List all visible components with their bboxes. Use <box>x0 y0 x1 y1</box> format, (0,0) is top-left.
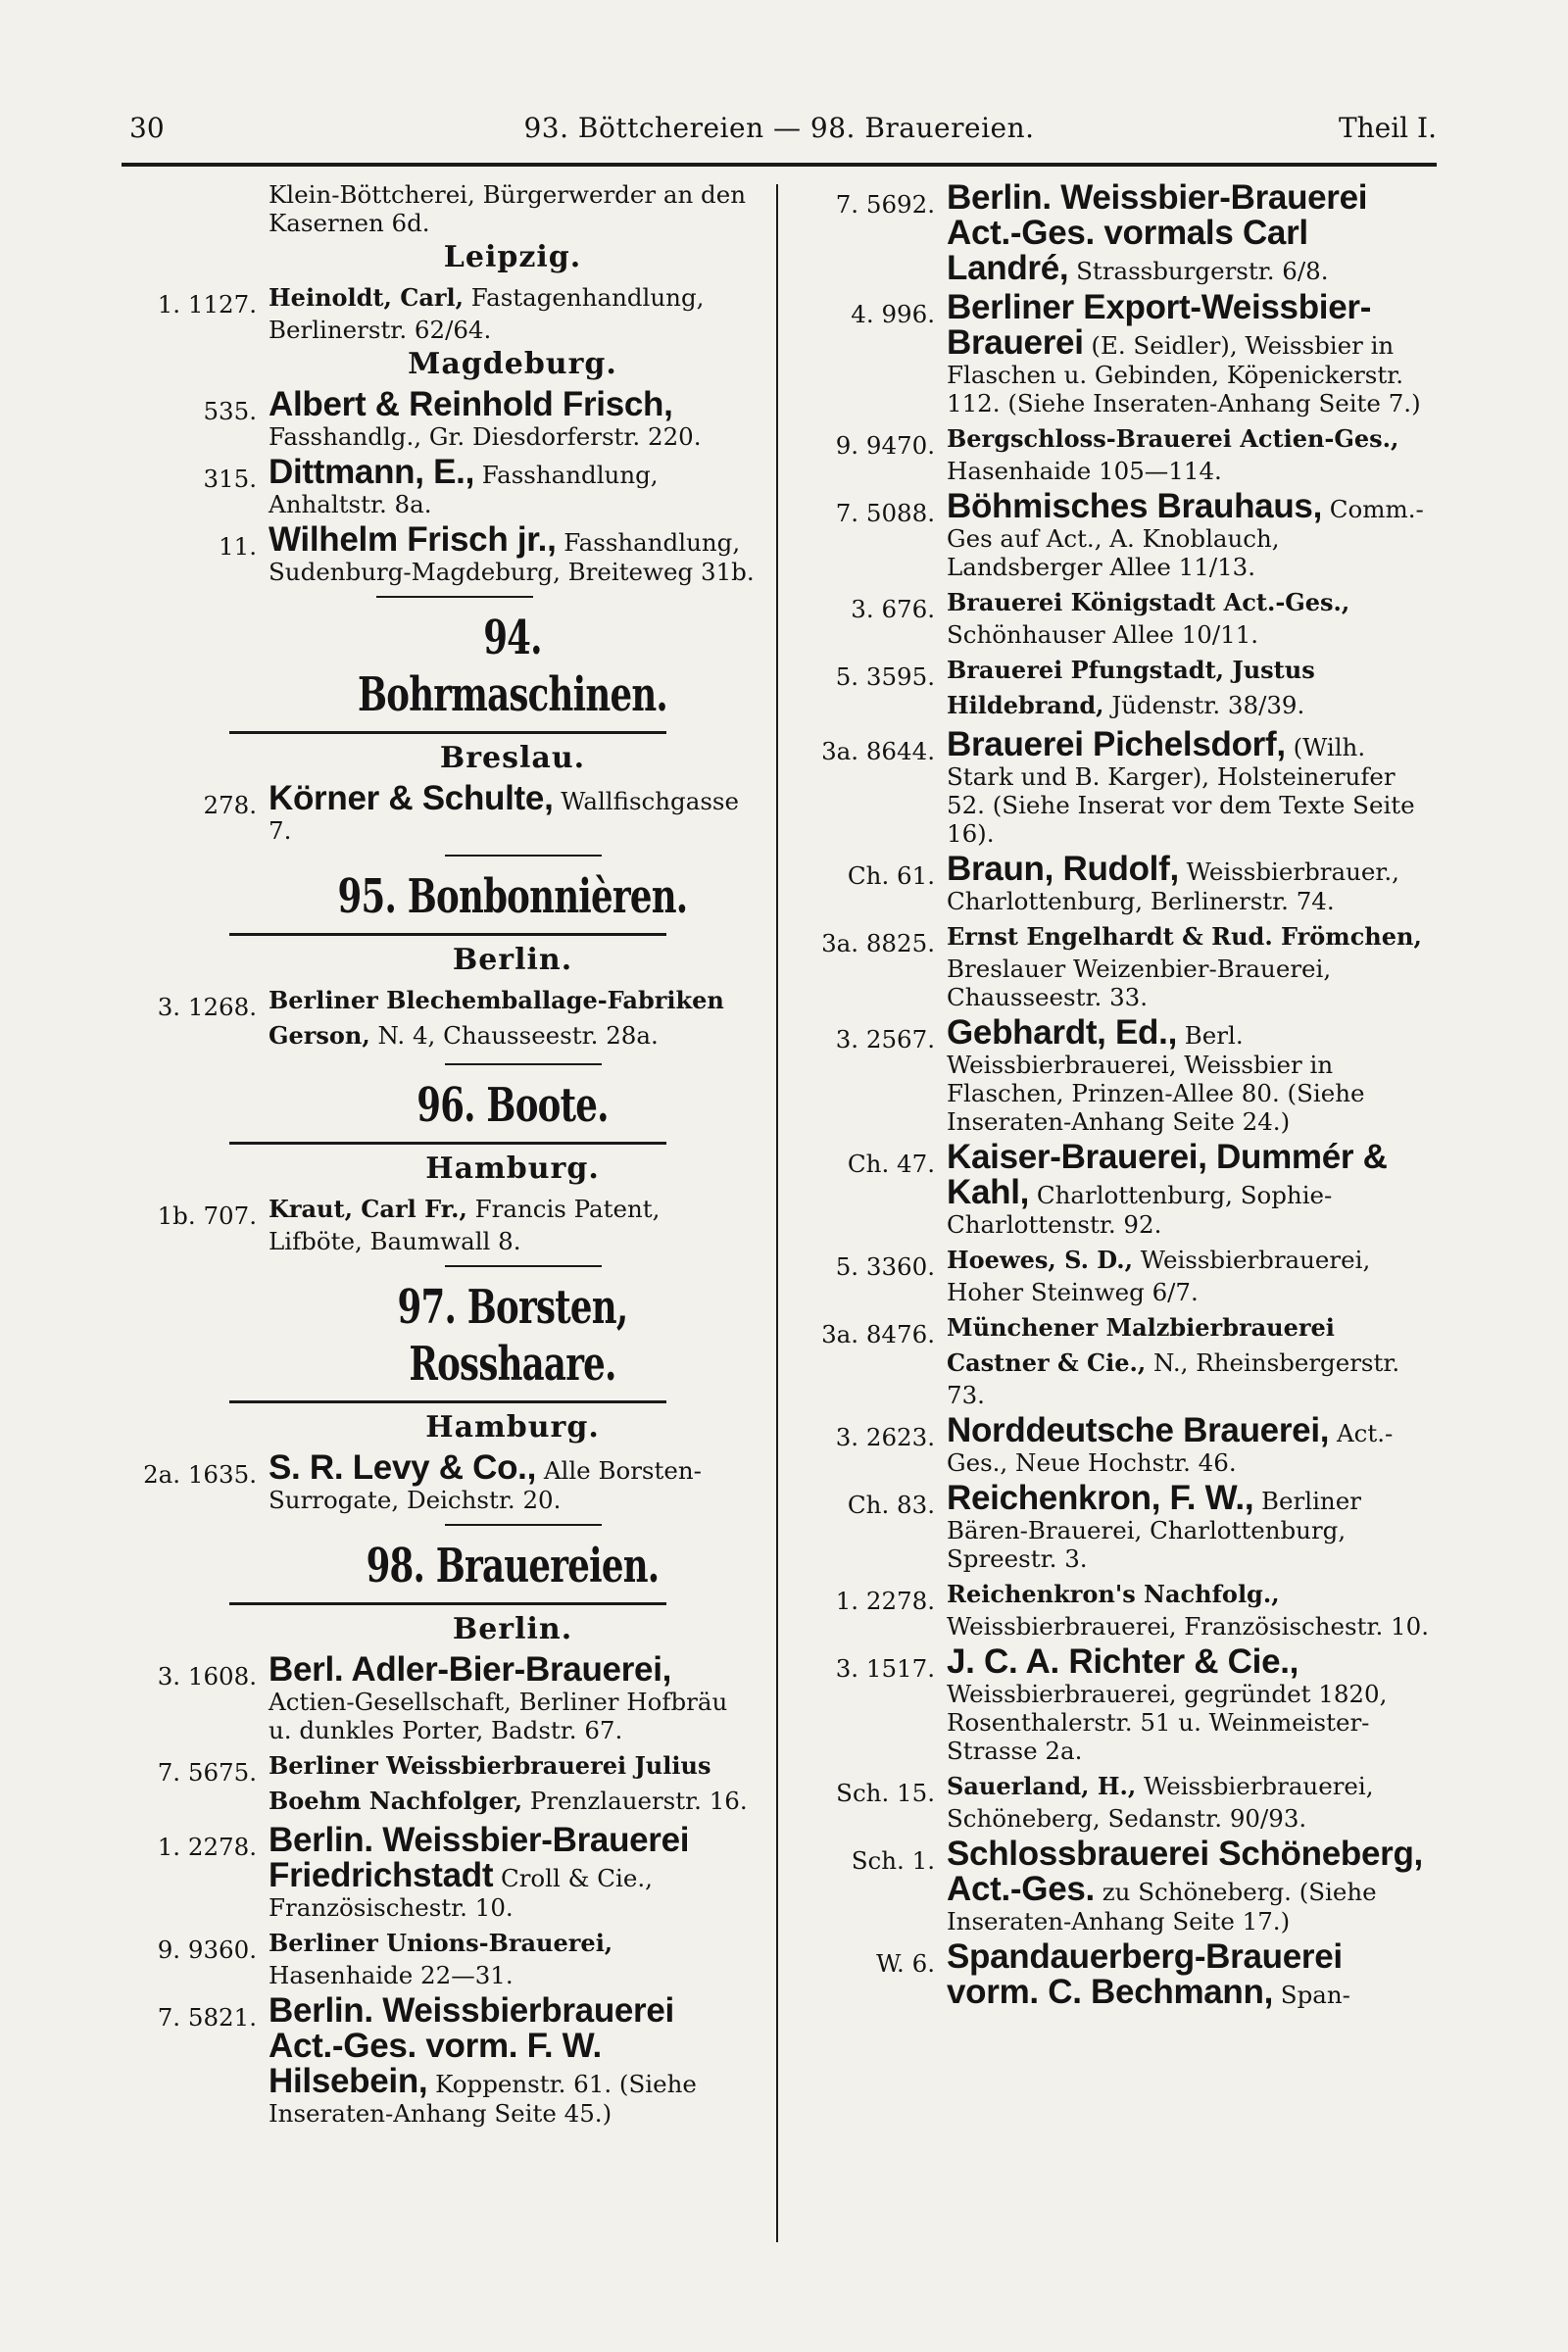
columns <box>122 180 1437 2242</box>
entry-name: J. C. A. Richter & Cie., <box>947 1642 1299 1681</box>
entry-ref: 535. <box>203 397 257 425</box>
right-entry-list <box>800 180 1433 2010</box>
entry-name: Kaiser-Brauerei, Dummér & Kahl, <box>947 1138 1388 1211</box>
city-heading-breslau: Breslau. <box>439 741 586 775</box>
entry-desc: Prenzlauerstr. 16. <box>522 1787 748 1815</box>
entry-desc: Actien-Gesellschaft, Berliner Hofbräu u. dunkles Porter, Badstr. 67. <box>269 1688 728 1744</box>
entry-ref: 1. 1127. <box>157 290 257 318</box>
entry-desc: Alle Borsten-Surrogate, Deichstr. 20. <box>269 1456 702 1514</box>
entry-ref: 7. 5821. <box>157 2003 257 2032</box>
section-rule <box>229 933 666 936</box>
left-column <box>122 180 776 2242</box>
list-item <box>800 180 1433 286</box>
entry-ref: 278. <box>203 791 257 819</box>
entry-name: Berliner Export-Weissbier-Brauerei <box>947 288 1372 362</box>
entry-name: Gebhardt, Ed., <box>947 1013 1177 1052</box>
entry-ref: 2a. 1635. <box>143 1460 257 1489</box>
entry-name: Kraut, Carl Fr., <box>269 1195 467 1223</box>
list-item <box>800 1769 1433 1833</box>
entry-desc: Schönhauser Allee 10/11. <box>947 620 1259 649</box>
list-item <box>800 1939 1433 2010</box>
entry-desc: Act.-Ges., Neue Hochstr. 46. <box>947 1419 1394 1477</box>
entry-name: Berlin. Weissbier-Brauerei Friedrichstadt <box>269 1821 690 1894</box>
entry-desc: Fastagenhandlung, Berlinerstr. 62/64. <box>269 283 705 344</box>
entry-name: Körner & Schulte, <box>269 779 554 817</box>
entry-ref: 3a. 8644. <box>821 737 935 765</box>
entry-desc: Francis Patent, Lifböte, Baumwall 8. <box>269 1195 661 1255</box>
list-item <box>800 585 1433 649</box>
entry-ref: 3. 1517. <box>835 1654 935 1683</box>
entry-desc: Strassburgerstr. 6/8. <box>1068 257 1329 285</box>
entry-desc: Weissbierbrauer., Charlottenburg, Berlinerstr. 74. <box>947 858 1399 915</box>
list-item <box>800 727 1433 848</box>
section-rule <box>229 1142 666 1145</box>
list-item <box>122 1748 757 1819</box>
list-item <box>800 1243 1433 1306</box>
entry-ref: 3. 2623. <box>835 1423 935 1451</box>
page-header <box>122 106 1437 157</box>
list-item <box>122 1823 757 1922</box>
city-heading-berlin: Berlin. <box>452 943 573 977</box>
entry-ref: 1. 2278. <box>157 1833 257 1861</box>
entry-name: Albert & Reinhold Frisch, <box>269 385 673 423</box>
entry-ref: 5. 3360. <box>835 1252 935 1281</box>
section-rule <box>229 1602 666 1605</box>
entry-name: Berlin. Weissbier-Brauerei Act.-Ges. vormals Carl Landré, <box>947 178 1368 287</box>
list-item <box>800 290 1433 417</box>
entry-name: Brauerei Königstadt Act.-Ges., <box>947 588 1350 616</box>
list-item <box>800 1644 1433 1765</box>
entry-ref: 7. 5088. <box>835 499 935 527</box>
section-title-97: 97. Borsten, Rosshaare. <box>397 1280 628 1392</box>
list-item <box>122 455 757 518</box>
entry-ref: 1b. 707. <box>157 1201 257 1230</box>
entry-desc: N., Rheinsbergerstr. 73. <box>947 1348 1400 1409</box>
entry-desc: zu Schöneberg. (Siehe Inseraten-Anhang Seite 17.) <box>947 1878 1377 1936</box>
list-item <box>800 1837 1433 1936</box>
divider <box>376 596 533 598</box>
entry-ref: 7. 5692. <box>835 190 935 219</box>
section-rule <box>229 1400 666 1403</box>
entry-ref: 9. 9470. <box>835 431 935 460</box>
entry-ref: 3a. 8825. <box>821 929 935 957</box>
list-item <box>122 387 757 451</box>
entry-name: Dittmann, E., <box>269 453 474 491</box>
list-item <box>122 1926 757 1989</box>
entry-name: Berlin. Weissbierbrauerei Act.-Ges. vorm. F. W. Hilsebein, <box>269 1991 674 2100</box>
entry-desc: Wallfischgasse 7. <box>269 787 739 845</box>
intro-entry <box>122 180 757 237</box>
entry-name: Heinoldt, Carl, <box>269 283 464 312</box>
entry-ref: 4. 996. <box>851 300 935 328</box>
divider <box>445 855 602 857</box>
entry-ref: Sch. 15. <box>836 1779 935 1807</box>
list-item <box>122 781 757 845</box>
section-title-98: 98. Brauereien. <box>366 1539 660 1593</box>
list-item <box>800 919 1433 1011</box>
list-item <box>800 1310 1433 1409</box>
entry-ref: 3. 1608. <box>157 1662 257 1690</box>
list-item <box>800 489 1433 581</box>
list-item <box>122 983 757 1054</box>
section-title-94: 94. Bohrmaschinen. <box>357 611 668 722</box>
entry-ref: 3. 1268. <box>157 993 257 1021</box>
entry-ref: 1. 2278. <box>835 1587 935 1615</box>
entry-desc: Fasshandlung, Anhaltstr. 8a. <box>269 461 659 518</box>
entry-name: Braun, Rudolf, <box>947 850 1179 888</box>
list-item <box>800 1481 1433 1573</box>
entry-desc: N. 4, Chausseestr. 28a. <box>369 1021 659 1050</box>
list-item <box>122 522 757 586</box>
entry-ref: Ch. 83. <box>847 1491 935 1519</box>
entry-name: Böhmisches Brauhaus, <box>947 487 1322 525</box>
entry-name: Berliner Unions-Brauerei, <box>269 1929 613 1957</box>
entry-name: Wilhelm Frisch jr., <box>269 520 557 559</box>
entry-desc: Breslauer Weizenbier-Brauerei, Chausseestr. 33. <box>947 955 1332 1011</box>
entry-name: Ernst Engelhardt & Rud. Frömchen, <box>947 922 1422 951</box>
entry-name: Norddeutsche Brauerei, <box>947 1411 1330 1449</box>
entry-desc: Berliner Bären-Brauerei, Charlottenburg, Spreestr. 3. <box>947 1487 1361 1573</box>
city-heading-hamburg: Hamburg. <box>425 1152 600 1186</box>
list-item <box>800 1413 1433 1477</box>
entry-desc: Jüdenstr. 38/39. <box>1103 691 1305 719</box>
entry-name: Brauerei Pichelsdorf, <box>947 725 1286 763</box>
entry-desc: Berl. Weissbierbrauerei, Weissbier in Flaschen, Prinzen-Allee 80. (Siehe Inseraten-Anhang Seite 24.) <box>947 1021 1365 1136</box>
section-title-95: 95. Bonbonnièren. <box>337 869 688 924</box>
entry-ref: 3a. 8476. <box>821 1320 935 1348</box>
divider <box>445 1265 602 1267</box>
list-item <box>122 1993 757 2128</box>
entry-name: Reichenkron, F. W., <box>947 1479 1254 1517</box>
header-rule <box>122 163 1437 167</box>
entry-name: Schlossbrauerei Schöneberg, Act.-Ges. <box>947 1835 1423 1908</box>
entry-name: Berliner Blechemballage-Fabriken Gerson, <box>269 986 724 1050</box>
section-title-96: 96. Boote. <box>416 1078 609 1133</box>
entry-ref: 5. 3595. <box>835 662 935 691</box>
entry-ref: 7. 5675. <box>157 1758 257 1787</box>
entry-name: Münchener Malzbierbrauerei Castner & Cie., <box>947 1313 1335 1377</box>
city-heading-hamburg: Hamburg. <box>425 1410 600 1445</box>
list-item <box>800 852 1433 915</box>
entry-ref: 9. 9360. <box>157 1936 257 1964</box>
entry-desc: Weissbierbrauerei, Französischestr. 10. <box>947 1612 1430 1641</box>
entry-ref: 315. <box>203 465 257 493</box>
entry-desc: Hasenhaide 105—114. <box>947 457 1222 485</box>
list-item <box>800 653 1433 723</box>
city-heading-berlin: Berlin. <box>452 1612 573 1646</box>
intro-text: Klein-Böttcherei, Bürgerwerder an den Kasernen 6d. <box>269 180 746 237</box>
entry-ref: 3. 676. <box>851 595 935 623</box>
entry-desc: Croll & Cie., Französischestr. 10. <box>269 1864 653 1922</box>
divider <box>445 1524 602 1526</box>
entry-ref: W. 6. <box>876 1949 935 1978</box>
page-number: 30 <box>129 112 165 144</box>
entry-desc: Comm.-Ges auf Act., A. Knoblauch, Landsberger Allee 11/13. <box>947 495 1424 581</box>
entry-desc: Weissbierbrauerei, Schöneberg, Sedanstr. 90/93. <box>947 1772 1374 1833</box>
entry-name: Bergschloss-Brauerei Actien-Ges., <box>947 424 1399 453</box>
entry-ref: Sch. 1. <box>851 1846 935 1875</box>
right-column <box>778 180 1433 2242</box>
city-heading-leipzig: Leipzig. <box>443 240 582 274</box>
entry-name: Sauerland, H., <box>947 1772 1137 1800</box>
list-item <box>800 1577 1433 1641</box>
entry-ref: 11. <box>219 532 257 561</box>
entry-desc: Weissbierbrauerei, Hoher Steinweg 6/7. <box>947 1246 1371 1306</box>
list-item <box>800 421 1433 485</box>
list-item <box>800 1015 1433 1136</box>
entry-name: Hoewes, S. D., <box>947 1246 1133 1274</box>
list-item <box>122 280 757 344</box>
list-item <box>800 1140 1433 1239</box>
entry-name: Reichenkron's Nachfolg., <box>947 1580 1280 1608</box>
section-rule <box>229 731 666 734</box>
entry-desc: Span- <box>1273 1981 1350 2009</box>
running-title: 93. Böttchereien — 98. Brauereien. <box>523 112 1035 144</box>
entry-desc: Charlottenburg, Sophie-Charlottenstr. 92. <box>947 1181 1333 1239</box>
entry-name: Berliner Weissbierbrauerei Julius Boehm Nachfolger, <box>269 1751 711 1815</box>
list-item <box>122 1652 757 1744</box>
entry-desc: Koppenstr. 61. (Siehe Inseraten-Anhang Seite 45.) <box>269 2070 697 2128</box>
list-item <box>122 1450 757 1514</box>
list-item <box>122 1192 757 1255</box>
entry-desc: Fasshandlg., Gr. Diesdorferstr. 220. <box>269 422 702 451</box>
entry-desc: Fasshandlung, Sudenburg-Magdeburg, Breiteweg 31b. <box>269 528 755 586</box>
divider <box>445 1063 602 1065</box>
entry-name: Spandauerberg-Brauerei vorm. C. Bechmann, <box>947 1937 1343 2011</box>
entry-ref: Ch. 47. <box>847 1150 935 1178</box>
entry-desc: (Wilh. Stark und B. Karger), Holsteinerufer 52. (Siehe Inserat vor dem Texte Seite 16). <box>947 733 1415 848</box>
entry-name: S. R. Levy & Co., <box>269 1448 537 1487</box>
entry-desc: Weissbierbrauerei, gegründet 1820, Rosenthalerstr. 51 u. Weinmeister-Strasse 2a. <box>947 1680 1388 1765</box>
entry-ref: Ch. 61. <box>847 861 935 890</box>
city-heading-magdeburg: Magdeburg. <box>408 347 617 381</box>
entry-desc: Hasenhaide 22—31. <box>269 1961 514 1989</box>
entry-name: Brauerei Pfungstadt, Justus Hildebrand, <box>947 656 1315 719</box>
entry-desc: (E. Seidler), Weissbier in Flaschen u. Gebinden, Köpenickerstr. 112. (Siehe Inseraten-Anhang Seite 7.) <box>947 331 1421 417</box>
entry-name: Berl. Adler-Bier-Brauerei, <box>269 1650 672 1689</box>
entry-ref: 3. 2567. <box>835 1025 935 1054</box>
part-label: Theil I. <box>1338 112 1437 144</box>
